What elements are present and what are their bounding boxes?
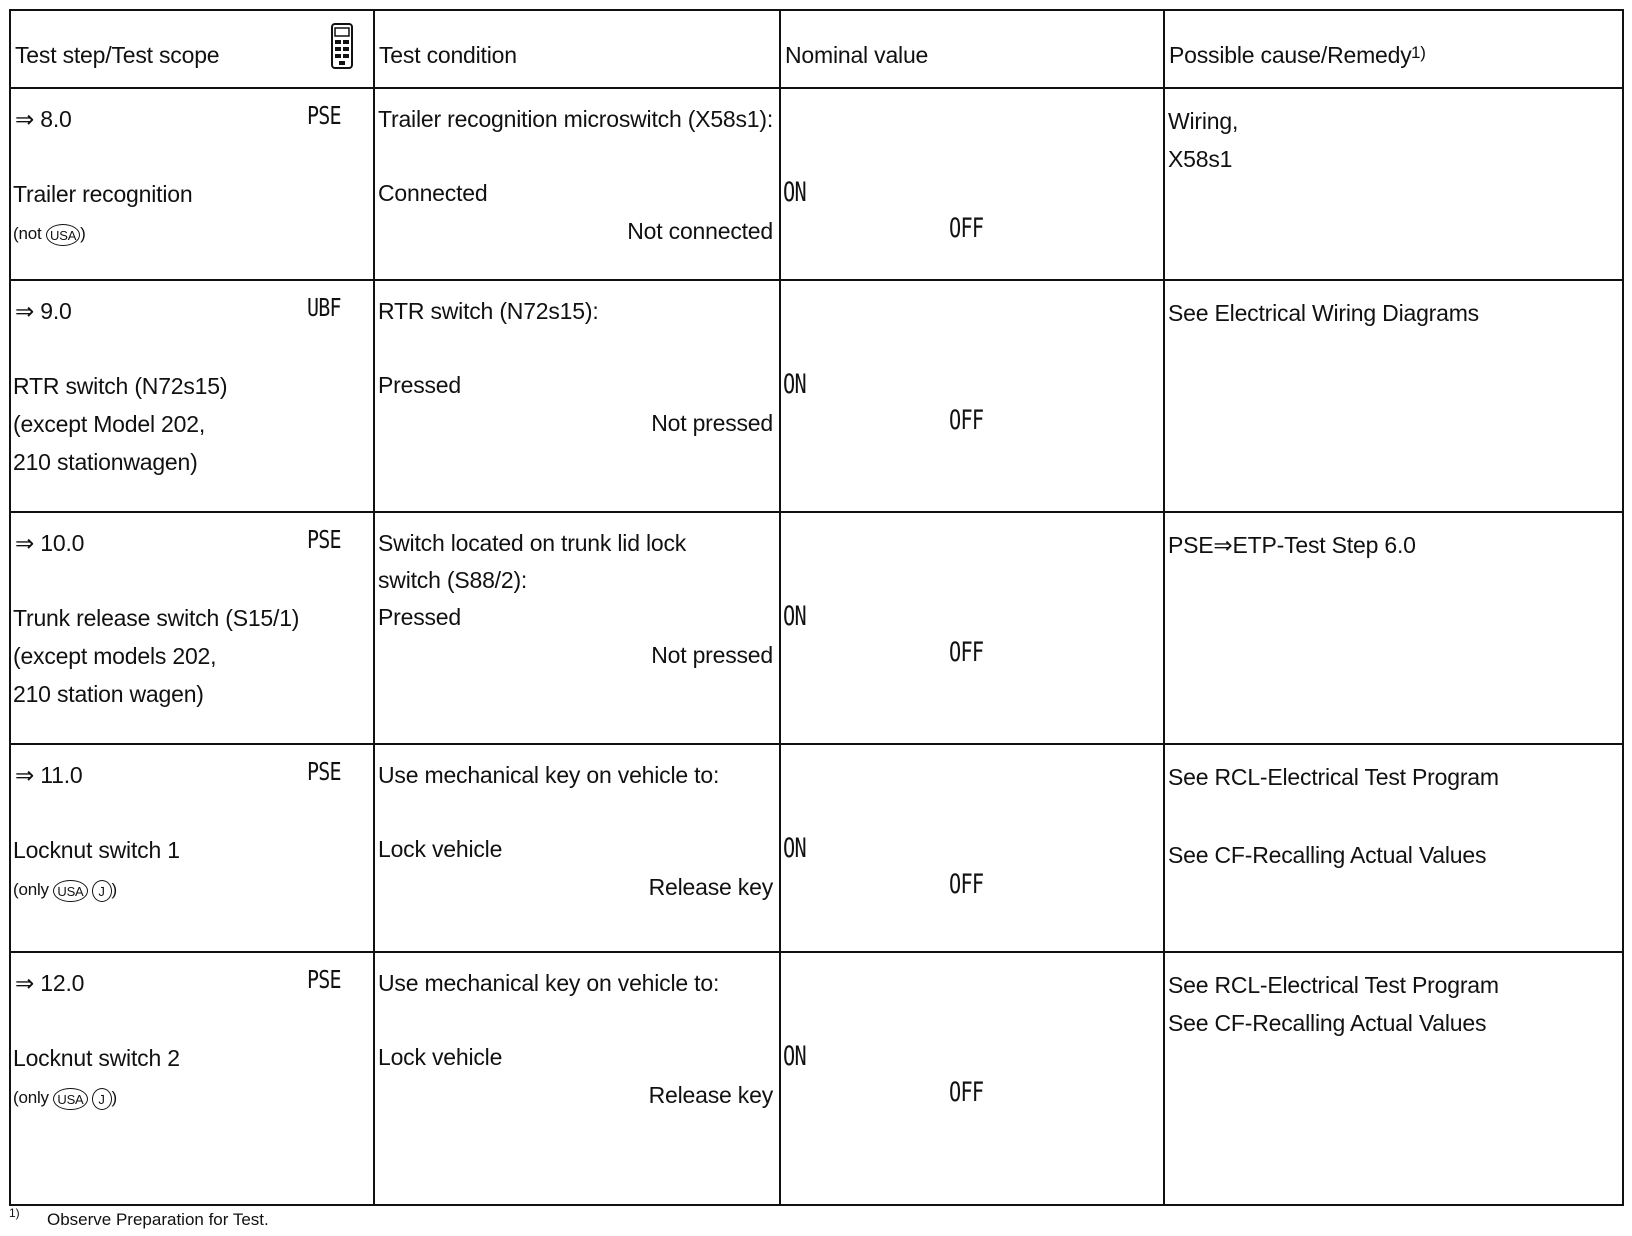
condition-state-b: Not connected <box>627 218 773 244</box>
header-possible-cause: Possible cause/Remedy <box>1169 42 1412 68</box>
country-badge: J <box>92 880 112 902</box>
header-remedy-footnote-ref: 1) <box>1411 43 1426 62</box>
row-divider <box>11 951 1622 953</box>
step-code: PSE <box>307 101 341 130</box>
condition-state-a: Pressed <box>378 604 461 630</box>
row-divider <box>11 279 1622 281</box>
test-scope-line: 210 station wagen) <box>13 681 204 707</box>
qualifier-prefix: (only <box>13 880 54 899</box>
test-condition-title: RTR switch (N72s15): <box>378 298 599 324</box>
row-divider <box>11 743 1622 745</box>
test-scope-line: Locknut switch 2 <box>13 1045 180 1071</box>
nominal-value-on: ON <box>783 177 806 208</box>
header-nominal-value: Nominal value <box>785 42 929 68</box>
test-step-number: ⇒ 9.0 <box>15 298 72 324</box>
step-code: PSE <box>307 757 341 786</box>
remedy-line: See CF-Recalling Actual Values <box>1168 1010 1487 1036</box>
nominal-value-on: ON <box>783 1041 806 1072</box>
remedy-line: X58s1 <box>1168 146 1233 172</box>
row-divider <box>11 87 1622 89</box>
nominal-value-on: ON <box>783 601 806 632</box>
qualifier-prefix: (not <box>13 224 47 243</box>
country-badge: USA <box>53 1088 87 1110</box>
nominal-value-off: OFF <box>949 213 984 244</box>
remedy-line: See Electrical Wiring Diagrams <box>1168 300 1479 326</box>
qualifier-prefix: (only <box>13 1088 54 1107</box>
nominal-value-off: OFF <box>949 405 984 436</box>
condition-state-b: Not pressed <box>651 410 773 436</box>
country-badge: USA <box>53 880 87 902</box>
remedy-line: See RCL-Electrical Test Program <box>1168 972 1499 998</box>
scope-qualifier <box>13 876 117 904</box>
column-divider <box>1163 11 1165 1204</box>
nominal-value-off: OFF <box>949 637 984 668</box>
remedy-line: Wiring, <box>1168 108 1239 134</box>
condition-state-a: Connected <box>378 180 488 206</box>
test-scope-line: 210 stationwagen) <box>13 449 198 475</box>
row-divider <box>11 511 1622 513</box>
test-scope-line: Trunk release switch (S15/1) <box>13 605 300 631</box>
qualifier-suffix: ) <box>111 1088 117 1107</box>
step-code: PSE <box>307 965 341 994</box>
nominal-value-on: ON <box>783 369 806 400</box>
remedy-line: See CF-Recalling Actual Values <box>1168 842 1487 868</box>
condition-state-a: Lock vehicle <box>378 836 503 862</box>
test-condition-title: Use mechanical key on vehicle to: <box>378 762 720 788</box>
column-divider <box>779 11 781 1204</box>
nominal-value-off: OFF <box>949 1077 984 1108</box>
test-scope-line: (except Model 202, <box>13 411 206 437</box>
test-condition-title: Use mechanical key on vehicle to: <box>378 970 720 996</box>
header-test-condition: Test condition <box>379 42 517 68</box>
nominal-value-on: ON <box>783 833 806 864</box>
test-table <box>9 9 1624 1206</box>
condition-state-b: Not pressed <box>651 642 773 668</box>
remedy-line: See RCL-Electrical Test Program <box>1168 764 1499 790</box>
test-condition-title: Trailer recognition microswitch (X58s1): <box>378 106 774 132</box>
country-badge: J <box>92 1088 112 1110</box>
scope-qualifier <box>13 220 86 248</box>
step-code: PSE <box>307 525 341 554</box>
nominal-value-off: OFF <box>949 869 984 900</box>
condition-state-b: Release key <box>648 874 773 900</box>
condition-state-a: Lock vehicle <box>378 1044 503 1070</box>
test-condition-title: switch (S88/2): <box>378 567 528 593</box>
remedy-line: PSE⇒ETP-Test Step 6.0 <box>1168 532 1416 558</box>
test-step-number: ⇒ 11.0 <box>15 762 83 788</box>
condition-state-b: Release key <box>648 1082 773 1108</box>
tester-device-icon <box>331 23 353 69</box>
country-badge: USA <box>46 224 80 246</box>
test-scope-line: Locknut switch 1 <box>13 837 180 863</box>
header-test-step: Test step/Test scope <box>15 42 220 68</box>
scope-qualifier <box>13 1084 117 1112</box>
qualifier-suffix: ) <box>111 880 117 899</box>
test-scope-line: Trailer recognition <box>13 181 193 207</box>
column-divider <box>373 11 375 1204</box>
test-condition-title: Switch located on trunk lid lock <box>378 530 687 556</box>
step-code: UBF <box>307 293 341 322</box>
test-step-number: ⇒ 10.0 <box>15 530 85 556</box>
footnote-text: Observe Preparation for Test. <box>47 1210 269 1229</box>
test-scope-line: RTR switch (N72s15) <box>13 373 228 399</box>
test-step-number: ⇒ 8.0 <box>15 106 72 132</box>
test-scope-line: (except models 202, <box>13 643 217 669</box>
test-step-number: ⇒ 12.0 <box>15 970 85 996</box>
condition-state-a: Pressed <box>378 372 461 398</box>
footnote-mark: 1) <box>9 1206 20 1220</box>
qualifier-suffix: ) <box>80 224 86 243</box>
